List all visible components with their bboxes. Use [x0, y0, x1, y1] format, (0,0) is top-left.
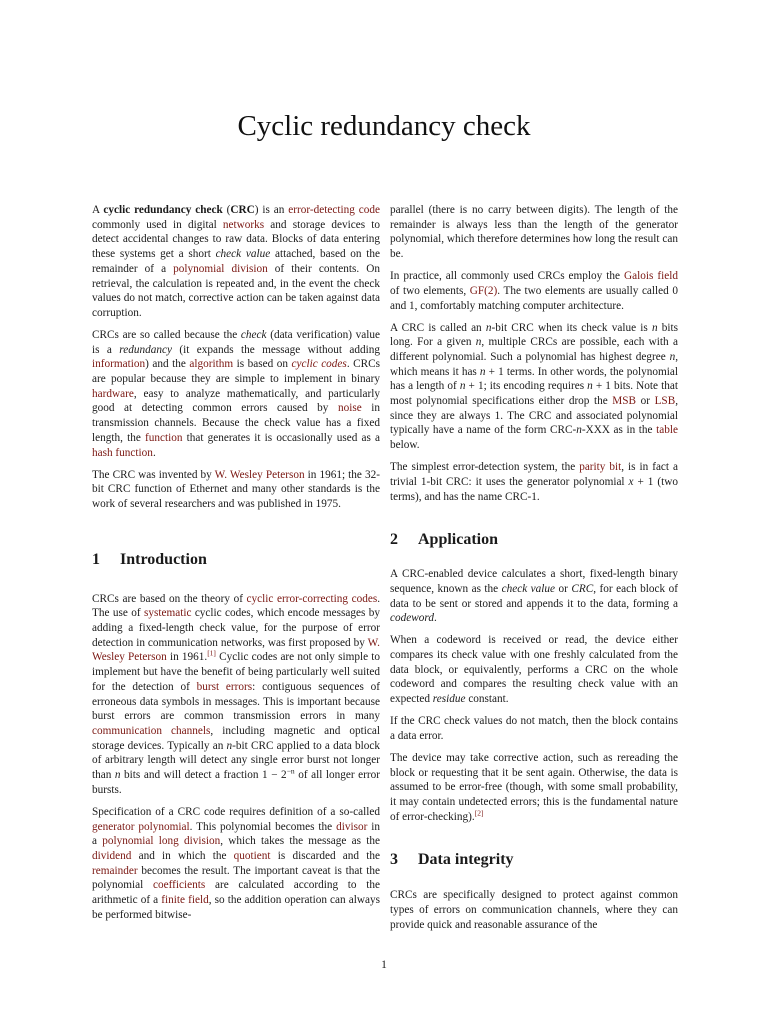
link-galois-field[interactable]: Galois field	[624, 270, 678, 283]
right-paragraph-3: A CRC is called an n-bit CRC when its check value is n bits long. For a given n, multiple CRCs are possible, each with a different polynomial. Such a polynomial has highest degree n, which means it has n + 1 terms. In other words, the polynomial has a length of n + 1; its encoding requires n + 1 bits. Note that most polynomial specifications either drop the MSB or LSB, since they are always 1. The CRC and associated polynomial typically have a name of the form CRC-n-XXX as in the table below.	[390, 321, 679, 452]
link-hardware[interactable]: hardware	[92, 387, 134, 400]
link-table[interactable]: table	[656, 424, 678, 437]
link-polynomial-division[interactable]: polynomial division	[173, 262, 268, 275]
link-networks[interactable]: networks	[222, 218, 265, 231]
link-error-detecting-code[interactable]: error-detecting code	[288, 204, 380, 216]
link-information[interactable]: information	[92, 358, 146, 371]
link-msb[interactable]: MSB	[612, 395, 637, 408]
page-number: 1	[381, 959, 387, 971]
link-divisor[interactable]: divisor	[336, 820, 368, 833]
intro-paragraph-3: The CRC was invented by W. Wesley Peterson in 1961; the 32-bit CRC function of Ethernet and many other standards is the work of several researchers and was published in 1975.	[92, 468, 380, 510]
application-paragraph-1: A CRC-enabled device calculates a short, fixed-length binary sequence, known as the check value or CRC, for each block of data to be sent or stored and appends it to the data, forming a codeword.	[390, 568, 678, 625]
citation-1[interactable]: [1]	[207, 648, 216, 658]
intro-paragraph-1: A cyclic redundancy check (CRC) is an error-detecting code commonly used in digital networks and storage devices to detect accidental changes to raw data. Blocks of data entering these systems get a short check value attached, based on the remainder of a polynomial division of their contents. On retrieval, the calculation is repeated and, in the event the check values do not match, corrective action can be taken against data corruption.	[92, 204, 381, 319]
left-column	[92, 203, 380, 930]
data-integrity-paragraph-1: CRCs are specifically designed to protect against common types of errors on communication channels, where they can provide quick and reasonable assurance of the	[390, 889, 678, 931]
link-coefficients[interactable]: coefficients	[152, 879, 206, 892]
link-algorithm[interactable]: algorithm	[189, 358, 234, 371]
introduction-paragraph-1: CRCs are based on the theory of cyclic error-correcting codes. The use of systematic cyclic codes, which encode messages by adding a fixed-length check value, for the purpose of error detection in communication networks, was first proposed by W. Wesley Peterson in 1961.[1] Cyclic codes are not only simple to implement but have the benefit of being particularly well suited for the detection of burst errors: contiguous sequences of erroneous data symbols in messages. This is important because burst errors are common transmission errors in many communication channels, including magnetic and optical storage devices. Typically an n-bit CRC applied to a data block of arbitrary length will detect any single error burst not longer than n bits and will detect a fraction $1 - 2^{-n}$ of all longer error bursts.	[92, 592, 381, 796]
section-heading-introduction: 1 Introduction	[92, 550, 207, 568]
application-paragraph-3: If the CRC check values do not match, then the block contains a data error.	[390, 715, 678, 742]
section-heading-data-integrity: 3 Data integrity	[390, 851, 514, 869]
link-cyclic-codes[interactable]: cyclic codes	[291, 358, 347, 371]
link-w-wesley-peterson[interactable]: W. Wesley Peterson	[214, 468, 305, 481]
link-lsb[interactable]: LSB	[654, 395, 676, 408]
application-paragraph-2: When a codeword is received or read, the device either compares its check value with one freshly calculated from the data block, or equivalently, performs a CRC on the whole codeword and compares the resulting check value with an expected residue constant.	[390, 634, 678, 706]
link-quotient[interactable]: quotient	[233, 849, 271, 862]
link-generator-polynomial[interactable]: generator polynomial	[92, 820, 190, 833]
application-paragraph-4: The device may take corrective action, such as rereading the block or requesting that it be sent again. Otherwise, the data is assumed to be error-free (though, with some small probability, it may contain undetected errors; this is the fundamental nature of error-checking).[2]	[390, 751, 678, 823]
right-paragraph-4: The simplest error-detection system, the parity bit, is in fact a trivial 1-bit CRC: it uses the generator polynomial x + 1 (two terms), and has the name CRC-1.	[390, 461, 679, 503]
right-paragraph-2: In practice, all commonly used CRCs employ the Galois field of two elements, GF(2). The two elements are usually called 0 and 1, comfortably matching computer architecture.	[390, 270, 678, 312]
intro-paragraph-2: CRCs are so called because the check (data verification) value is a redundancy (it expands the message without adding information) and the algorithm is based on cyclic codes. CRCs are popular because they are simple to implement in binary hardware, easy to analyze mathematically, and particularly good at detecting common errors caused by noise in transmission channels. Because the check value has a fixed length, the function that generates it is occasionally used as a hash function.	[92, 328, 381, 459]
right-column	[390, 203, 678, 940]
link-gf2[interactable]: GF(2)	[469, 284, 498, 297]
link-finite-field[interactable]: finite field	[161, 894, 209, 907]
link-remainder[interactable]: remainder	[92, 864, 138, 877]
link-communication-channels[interactable]: communication channels	[92, 724, 211, 737]
link-dividend[interactable]: dividend	[92, 849, 132, 862]
link-noise[interactable]: noise	[337, 402, 362, 415]
link-w-wesley-peterson-2[interactable]: W. Wesley Peterson	[92, 636, 380, 664]
link-cyclic-error-correcting-codes[interactable]: cyclic error-correcting codes	[246, 592, 378, 605]
right-paragraph-1: parallel (there is no carry between digits). The length of the remainder is always less than the length of the generator polynomial, which therefore determines how long the result can be.	[390, 204, 678, 261]
link-systematic[interactable]: systematic	[143, 607, 192, 620]
citation-2[interactable]: [2]	[474, 807, 484, 817]
link-parity-bit[interactable]: parity bit	[579, 461, 622, 474]
link-burst-errors[interactable]: burst errors	[196, 680, 253, 693]
page-title: Cyclic redundancy check	[237, 110, 531, 142]
link-polynomial-long-division[interactable]: polynomial long division	[102, 835, 221, 848]
link-function[interactable]: function	[144, 431, 183, 444]
link-hash-function[interactable]: hash function	[92, 446, 153, 459]
introduction-paragraph-2: Specification of a CRC code requires definition of a so-called generator polynomial. This polynomial becomes the divisor in a polynomial long division, which takes the message as the dividend and in which the quotient is discarded and the remainder becomes the result. The important caveat is that the polynomial coefficients are calculated according to the arithmetic of a finite field, so the addition operation can always be performed bitwise-	[92, 805, 381, 921]
section-heading-application: 2 Application	[390, 531, 499, 549]
